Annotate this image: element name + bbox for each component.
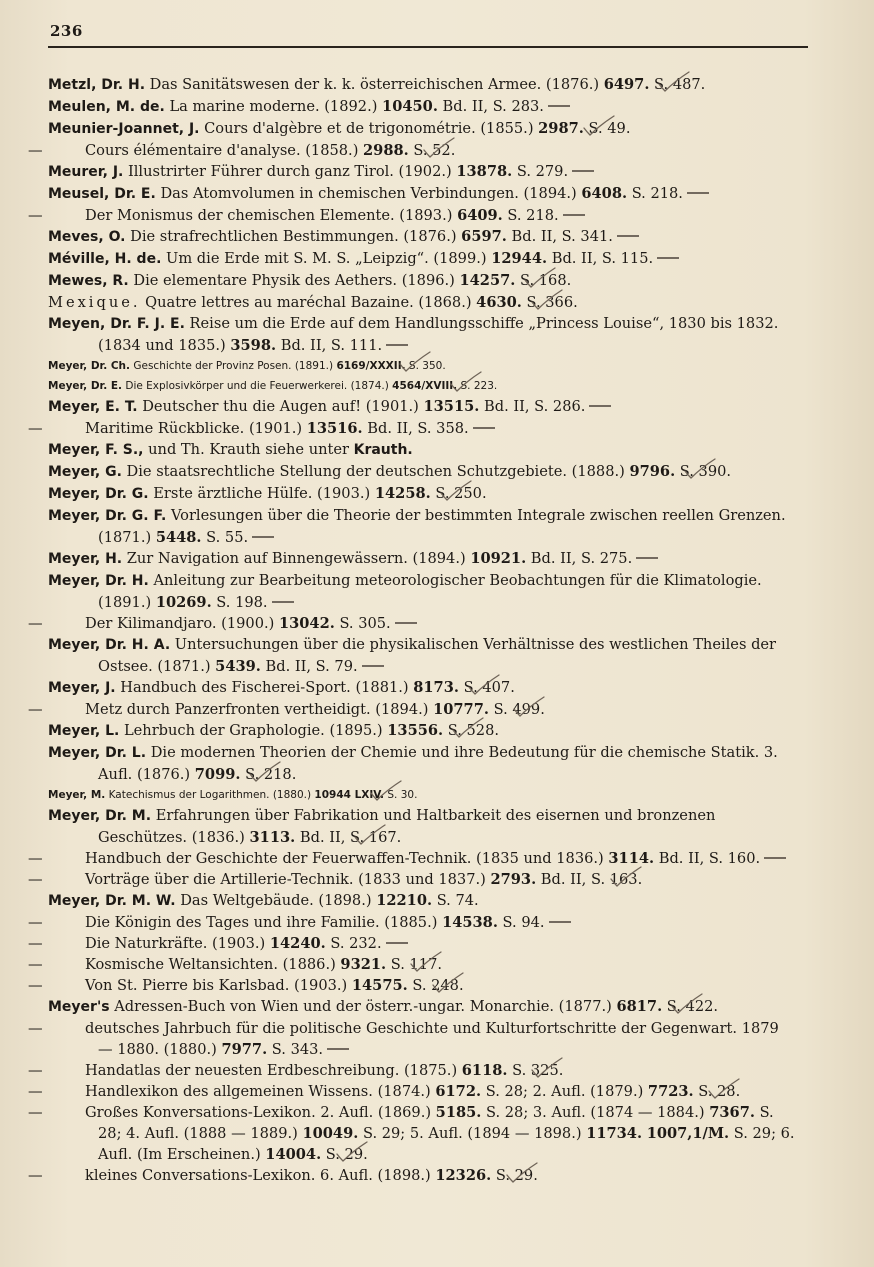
entry-dash: — bbox=[28, 420, 43, 437]
entry-title: Vorlesungen über die Theorie der bestimmten Integrale zwischen reellen Grenzen. (1871.) bbox=[98, 507, 786, 546]
entry-location: S. 49. bbox=[583, 120, 631, 137]
entry-title: Das Sanitätswesen der k. k. österreichischen Armee. (1876.) bbox=[145, 76, 604, 93]
sub-entry bbox=[28, 912, 796, 933]
entry-catalog-number: 6172. bbox=[435, 1083, 482, 1100]
entry-title: Reise um die Erde auf dem Handlungsschiffe „Princess Louise“, 1830 bis 1832. (1834 und 1835.) bbox=[98, 315, 779, 354]
entry-title: Handatlas der neuesten Erdbeschreibung. (1875.) bbox=[85, 1062, 462, 1079]
entry-author: Meyer, Dr. E. bbox=[48, 380, 123, 392]
sub-entry bbox=[28, 613, 796, 634]
entry-catalog-number: 10450. bbox=[382, 98, 438, 115]
entry-catalog-number: 10777. bbox=[433, 701, 489, 718]
entry-location: Bd. II, S. 358. bbox=[362, 420, 469, 437]
checkmark-icon bbox=[403, 829, 437, 845]
sub-entry bbox=[28, 699, 796, 720]
entry-author: Meyer, Dr. G. bbox=[48, 486, 149, 502]
entry-catalog-number: 11734. bbox=[586, 1125, 643, 1142]
entry-dash: — bbox=[28, 956, 43, 973]
entry-author: Meyer, L. bbox=[48, 723, 120, 739]
entry-catalog-number: 3114. bbox=[608, 850, 655, 867]
dash-mark-icon bbox=[548, 105, 570, 107]
entry-location: S. 218. bbox=[627, 185, 683, 202]
entry-author: Meyer, M. bbox=[48, 789, 106, 801]
entry-catalog-number: 6409. bbox=[457, 207, 503, 224]
entry-author: Meyer, J. bbox=[48, 680, 116, 696]
dash-mark-icon bbox=[327, 1048, 349, 1050]
entry-location: S. 52. bbox=[408, 142, 456, 159]
entry-catalog-number: 13515. bbox=[423, 398, 480, 415]
index-entry bbox=[48, 805, 796, 848]
checkmark-icon bbox=[573, 272, 607, 288]
entry-dash: — bbox=[28, 914, 43, 931]
entry-author: Meulen, M. de. bbox=[48, 99, 165, 115]
entry-author: Mexique. bbox=[48, 294, 141, 311]
entry-title: Der Kilimandjaro. (1900.) bbox=[85, 615, 279, 632]
dash-mark-icon bbox=[386, 344, 408, 346]
entry-location: S. 28. bbox=[693, 1083, 741, 1100]
index-entry bbox=[48, 548, 796, 570]
entry-catalog-number: 3598. bbox=[230, 337, 277, 354]
entry-title: Handbuch des Fischerei-Sport. (1881.) bbox=[115, 679, 414, 696]
entry-title: Untersuchungen über die physikalischen Verhältnisse des westlichen Theiles der Ostsee. (1871.) bbox=[98, 636, 777, 675]
entry-catalog-number: 7099. bbox=[194, 766, 241, 783]
entry-author: Meyer, Dr. M. bbox=[48, 808, 152, 824]
entry-catalog-number: 13516. bbox=[306, 420, 363, 437]
checkmark-icon bbox=[733, 463, 767, 479]
checkmark-icon bbox=[419, 785, 453, 801]
page-number: 236 bbox=[50, 22, 83, 40]
entry-title: Von St. Pierre bis Karlsbad. (1903.) bbox=[85, 977, 352, 994]
entry-location: S. 279. bbox=[512, 163, 569, 180]
entry-catalog-number: 6118. bbox=[461, 1062, 508, 1079]
entry-location: S. 29; 5. Aufl. (1894 — 1898.) bbox=[358, 1125, 587, 1142]
entry-catalog-number: 5185. bbox=[435, 1104, 482, 1121]
entry-catalog-number: 2988. bbox=[363, 142, 409, 159]
sub-entry bbox=[28, 933, 796, 954]
entry-location: Bd. II, S. 160. bbox=[654, 850, 761, 867]
entry-title: Metz durch Panzerfronten vertheidigt. (1894.) bbox=[85, 701, 434, 718]
checkmark-icon bbox=[444, 956, 478, 972]
entry-catalog-number: 6408. bbox=[581, 185, 628, 202]
index-entry bbox=[48, 439, 796, 461]
entry-title: Die Explosivkörper und die Feuerwerkerei. (1874.) bbox=[122, 380, 393, 392]
index-entry bbox=[48, 483, 796, 505]
index-entry bbox=[48, 634, 796, 677]
checkmark-icon bbox=[580, 294, 614, 310]
entry-location: Bd. II, S. 275. bbox=[526, 550, 633, 567]
entry-catalog-number: 7977. bbox=[221, 1041, 268, 1058]
entry-title: Die staatsrechtliche Stellung der deutschen Schutzgebiete. (1888.) bbox=[121, 463, 630, 480]
entry-location: S. 29. bbox=[491, 1167, 538, 1184]
entry-location: Bd. II, S. 341. bbox=[506, 228, 613, 245]
checkmark-icon bbox=[448, 356, 482, 372]
entry-title: Die Königin des Tages und ihre Familie. (1885.) bbox=[85, 914, 443, 931]
index-entry bbox=[48, 996, 796, 1018]
entry-catalog-number: 14004. bbox=[265, 1146, 322, 1163]
index-entry bbox=[48, 461, 796, 483]
entry-dash: — bbox=[28, 1062, 43, 1079]
checkmark-icon bbox=[457, 142, 491, 158]
dash-mark-icon bbox=[549, 921, 571, 923]
entry-dash: — bbox=[28, 142, 43, 159]
entry-catalog-number: 9321. bbox=[340, 956, 387, 973]
index-entry bbox=[48, 161, 796, 183]
entry-author: Méville, H. de. bbox=[48, 251, 162, 267]
entry-catalog-number: 14258. bbox=[374, 485, 431, 502]
entry-catalog-number: 2793. bbox=[490, 871, 537, 888]
sub-entry bbox=[28, 869, 796, 890]
entry-location: S. 343. bbox=[267, 1041, 324, 1058]
sub-entry bbox=[28, 1018, 796, 1060]
entry-title: Die strafrechtlichen Bestimmungen. (1876.) bbox=[125, 228, 462, 245]
entry-catalog-number: 9796. bbox=[629, 463, 676, 480]
entry-catalog-number: 12326. bbox=[435, 1167, 492, 1184]
entry-title: Deutscher thu die Augen auf! (1901.) bbox=[137, 398, 424, 415]
entry-catalog-number: 14538. bbox=[442, 914, 498, 931]
checkmark-icon bbox=[565, 1062, 599, 1078]
sub-entry bbox=[28, 1060, 796, 1081]
checkmark-icon bbox=[707, 76, 741, 92]
entry-catalog-number: 6169/XXXII. bbox=[336, 360, 406, 372]
entry-location: Bd. II, S. 167. bbox=[295, 829, 402, 846]
checkmark-icon bbox=[742, 1083, 776, 1099]
entry-location: S. 28; 4. Aufl. (1888 — 1889.) bbox=[98, 1104, 774, 1142]
entry-catalog-number: 10269. bbox=[155, 594, 212, 611]
dash-mark-icon bbox=[764, 857, 786, 859]
dash-mark-icon bbox=[252, 536, 274, 538]
entry-title: Erfahrungen über Fabrikation und Haltbarkeit des eisernen und bronzenen Geschützes. (1836.) bbox=[98, 807, 716, 846]
entry-catalog-number: 12210. bbox=[376, 892, 433, 909]
entry-location: S. 218. bbox=[240, 766, 297, 783]
entry-location: Bd. II, S. 163. bbox=[536, 871, 643, 888]
entry-dash: — bbox=[28, 977, 43, 994]
index-entry bbox=[48, 742, 796, 785]
entry-author: Meyer, Dr. Ch. bbox=[48, 360, 131, 372]
entry-catalog-number: 14240. bbox=[269, 935, 326, 952]
entry-title: Katechismus der Logarithmen. (1880.) bbox=[105, 789, 315, 801]
checkmark-icon bbox=[517, 679, 551, 695]
entry-author: Meyer, E. T. bbox=[48, 399, 138, 415]
index-entry bbox=[48, 677, 796, 699]
checkmark-icon bbox=[489, 485, 523, 501]
entry-title: kleines Conversations-Lexikon. 6. Aufl. (1898.) bbox=[85, 1167, 436, 1184]
sub-entry bbox=[28, 1165, 796, 1186]
entry-author: Meyer, Dr. H. bbox=[48, 573, 149, 589]
checkmark-icon bbox=[720, 998, 754, 1014]
entry-author: Meyer, Dr. H. A. bbox=[48, 637, 171, 653]
entry-title: deutsches Jahrbuch für die politische Geschichte und Kulturfortschritte der Gegenwart. 1879 — 1880. (1880.) bbox=[85, 1020, 779, 1058]
entry-dash: — bbox=[28, 1167, 43, 1184]
entry-catalog-number: 10049. bbox=[302, 1125, 359, 1142]
entry-author: Meyer, Dr. L. bbox=[48, 745, 147, 761]
entry-location: S. 528. bbox=[443, 722, 500, 739]
entry-catalog-number: 6817. bbox=[616, 998, 663, 1015]
entry-location: S. 74. bbox=[432, 892, 479, 909]
entry-title: Die elementare Physik des Aethers. (1896.) bbox=[128, 272, 460, 289]
entry-location: S. 305. bbox=[334, 615, 391, 632]
entry-title: Die Naturkräfte. (1903.) bbox=[85, 935, 270, 952]
entry-location: S. 117. bbox=[386, 956, 443, 973]
checkmark-icon bbox=[540, 1167, 574, 1183]
entry-title: Cours élémentaire d'analyse. (1858.) bbox=[85, 142, 364, 159]
dash-mark-icon bbox=[386, 942, 408, 944]
entry-location: S. 29; 6. Aufl. (Im Erscheinen.) bbox=[98, 1125, 795, 1163]
entry-title: Cours d'algèbre et de trigonométrie. (1855.) bbox=[199, 120, 539, 137]
entry-catalog-number: 5448. bbox=[155, 529, 202, 546]
entry-author: Meyen, Dr. F. J. E. bbox=[48, 316, 185, 332]
dash-mark-icon bbox=[563, 214, 585, 216]
entry-location: S. 499. bbox=[488, 701, 545, 718]
entry-catalog-number: 13878. bbox=[456, 163, 513, 180]
entry-author: Meyer's bbox=[48, 999, 110, 1015]
sub-entry bbox=[28, 1081, 796, 1102]
entry-location: S. 248. bbox=[407, 977, 464, 994]
index-entries bbox=[28, 74, 796, 1186]
index-entry bbox=[48, 720, 796, 742]
entry-title: Die modernen Theorien der Chemie und ihre Bedeutung für die chemische Statik. 3. Aufl. (1876.) bbox=[98, 744, 778, 783]
entry-author: Meyer, Dr. M. W. bbox=[48, 893, 176, 909]
entry-author: Mewes, R. bbox=[48, 273, 129, 289]
entry-location: S. 198. bbox=[211, 594, 268, 611]
entry-title: Adressen-Buch von Wien und der österr.-ungar. Monarchie. (1877.) bbox=[109, 998, 617, 1015]
entry-location: S. 94. bbox=[497, 914, 545, 931]
entry-location: Bd. II, S. 111. bbox=[276, 337, 383, 354]
entry-catalog-number: 10944 LXIV. bbox=[314, 789, 385, 801]
entry-author: Metzl, Dr. H. bbox=[48, 77, 146, 93]
entry-catalog-number: 13556. bbox=[387, 722, 444, 739]
index-entry bbox=[48, 270, 796, 292]
entry-catalog-number: 8173. bbox=[413, 679, 459, 696]
entry-author: Meusel, Dr. E. bbox=[48, 186, 156, 202]
entry-location: S. 390. bbox=[675, 463, 732, 480]
entry-catalog-number: 3113. bbox=[249, 829, 296, 846]
entry-author: Meunier-Joannet, J. bbox=[48, 121, 200, 137]
dash-mark-icon bbox=[617, 235, 639, 237]
entry-catalog-number: 7367. bbox=[709, 1104, 755, 1121]
entry-location: S. 325. bbox=[507, 1062, 564, 1079]
entry-dash: — bbox=[28, 207, 43, 224]
entry-title: Anleitung zur Bearbeitung meteorologischer Beobachtungen für die Klimatologie. (1891.) bbox=[98, 572, 762, 611]
entry-title: Der Monismus der chemischen Elemente. (1893.) bbox=[85, 207, 458, 224]
entry-location: S. 28; 2. Aufl. (1879.) bbox=[481, 1083, 648, 1100]
entry-location: Bd. II, S. 283. bbox=[437, 98, 544, 115]
index-entry bbox=[48, 570, 796, 613]
header-rule bbox=[48, 46, 808, 48]
sub-entry bbox=[28, 418, 796, 439]
entry-catalog-number: 14575. bbox=[351, 977, 408, 994]
entry-author: Meves, O. bbox=[48, 229, 126, 245]
entry-dash: — bbox=[28, 871, 43, 888]
entry-catalog-number: 4564/XVIII. bbox=[392, 380, 458, 392]
entry-location: S. 168. bbox=[515, 272, 572, 289]
index-entry bbox=[48, 505, 796, 548]
entry-location: S. 422. bbox=[662, 998, 719, 1015]
dash-mark-icon bbox=[362, 665, 384, 667]
dash-mark-icon bbox=[657, 257, 679, 259]
entry-catalog-number: 4630. bbox=[476, 294, 522, 311]
entry-dash: — bbox=[28, 1083, 43, 1100]
dash-mark-icon bbox=[687, 192, 709, 194]
entry-dash: — bbox=[28, 701, 43, 718]
entry-title: Quatre lettres au maréchal Bazaine. (1868.) bbox=[140, 294, 477, 311]
entry-title: und Th. Krauth siehe unter bbox=[143, 441, 354, 458]
entry-title: Um die Erde mit S. M. S. „Leipzig“. (1899.) bbox=[161, 250, 492, 267]
index-entry bbox=[48, 96, 796, 118]
entry-reference: Krauth. bbox=[353, 442, 413, 458]
index-entry bbox=[48, 396, 796, 418]
entry-location: S. 232. bbox=[325, 935, 382, 952]
entry-title: Zur Navigation auf Binnengewässern. (1894.) bbox=[122, 550, 471, 567]
dash-mark-icon bbox=[589, 405, 611, 407]
entry-title: Handbuch der Geschichte der Feuerwaffen-Technik. (1835 und 1836.) bbox=[85, 850, 609, 867]
entry-dash: — bbox=[28, 935, 43, 952]
entry-catalog-number: 6597. bbox=[461, 228, 507, 245]
entry-dash: — bbox=[28, 1104, 43, 1121]
sub-entry bbox=[28, 140, 796, 161]
entry-location: S. 28; 3. Aufl. (1874 — 1884.) bbox=[481, 1104, 710, 1121]
index-entry bbox=[48, 183, 796, 205]
entry-title: Kosmische Weltansichten. (1886.) bbox=[85, 956, 341, 973]
dash-mark-icon bbox=[395, 622, 417, 624]
index-entry bbox=[48, 356, 796, 376]
entry-title: Lehrbuch der Graphologie. (1895.) bbox=[119, 722, 388, 739]
entry-dash: — bbox=[28, 615, 43, 632]
entry-title: Handlexikon des allgemeinen Wissens. (1874.) bbox=[85, 1083, 436, 1100]
sub-entry bbox=[28, 975, 796, 996]
index-entry bbox=[48, 74, 796, 96]
entry-author: Meurer, J. bbox=[48, 164, 124, 180]
entry-location: S. 30. bbox=[384, 789, 418, 801]
sub-entry bbox=[28, 954, 796, 975]
checkmark-icon bbox=[466, 977, 500, 993]
entry-title: La marine moderne. (1892.) bbox=[164, 98, 383, 115]
index-entry bbox=[48, 890, 796, 912]
entry-catalog-number: 7723. bbox=[647, 1083, 694, 1100]
entry-title: Das Weltgebäude. (1898.) bbox=[175, 892, 377, 909]
entry-location: S. 407. bbox=[458, 679, 515, 696]
entry-catalog-number: 2987. bbox=[538, 120, 584, 137]
entry-location: S. 350. bbox=[405, 360, 446, 372]
index-entry bbox=[48, 118, 796, 140]
entry-location: Bd. II, S. 286. bbox=[479, 398, 586, 415]
entry-location: S. 223. bbox=[457, 380, 498, 392]
entry-catalog-number: 13042. bbox=[278, 615, 335, 632]
entry-dash: — bbox=[28, 850, 43, 867]
index-entry bbox=[48, 292, 796, 313]
entry-catalog-number: 12944. bbox=[491, 250, 548, 267]
entry-location: S. 29. bbox=[321, 1146, 368, 1163]
entry-location: S. 218. bbox=[502, 207, 559, 224]
entry-location: S. 366. bbox=[521, 294, 578, 311]
dash-mark-icon bbox=[272, 601, 294, 603]
checkmark-icon bbox=[501, 722, 535, 738]
entry-title: Das Atomvolumen in chemischen Verbindungen. (1894.) bbox=[155, 185, 582, 202]
sub-entry bbox=[28, 848, 796, 869]
entry-title: Maritime Rückblicke. (1901.) bbox=[85, 420, 307, 437]
entry-catalog-number: 5439. bbox=[215, 658, 261, 675]
entry-catalog-number: 6497. bbox=[603, 76, 650, 93]
index-entry bbox=[48, 226, 796, 248]
entry-location: S. 250. bbox=[430, 485, 487, 502]
entry-catalog-number: 10921. bbox=[470, 550, 527, 567]
entry-title: Erste ärztliche Hülfe. (1903.) bbox=[148, 485, 375, 502]
checkmark-icon bbox=[370, 1146, 404, 1162]
checkmark-icon bbox=[644, 871, 678, 887]
checkmark-icon bbox=[632, 120, 666, 136]
checkmark-icon bbox=[499, 376, 533, 392]
index-entry bbox=[48, 248, 796, 270]
entry-author: Meyer, F. S., bbox=[48, 442, 144, 458]
index-entry bbox=[48, 313, 796, 356]
entry-location: S. 55. bbox=[201, 529, 249, 546]
entry-dash: — bbox=[28, 1020, 43, 1037]
sub-entry bbox=[28, 1102, 796, 1165]
checkmark-icon bbox=[298, 766, 332, 782]
checkmark-icon bbox=[547, 701, 581, 717]
entry-title: Geschichte der Provinz Posen. (1891.) bbox=[130, 360, 337, 372]
entry-title: Illustrirter Führer durch ganz Tirol. (1902.) bbox=[123, 163, 457, 180]
dash-mark-icon bbox=[572, 170, 594, 172]
index-entry bbox=[48, 376, 796, 396]
sub-entry bbox=[28, 205, 796, 226]
dash-mark-icon bbox=[473, 427, 495, 429]
entry-catalog-number: 14257. bbox=[459, 272, 516, 289]
entry-author: Meyer, G. bbox=[48, 464, 122, 480]
entry-location: Bd. II, S. 115. bbox=[547, 250, 654, 267]
index-entry bbox=[48, 785, 796, 805]
entry-catalog-number: 1007,1/M. bbox=[646, 1125, 730, 1142]
entry-location: Bd. II, S. 79. bbox=[260, 658, 358, 675]
entry-title: Vorträge über die Artillerie-Technik. (1833 und 1837.) bbox=[85, 871, 491, 888]
entry-author: Meyer, Dr. G. F. bbox=[48, 508, 167, 524]
entry-title: Großes Konversations-Lexikon. 2. Aufl. (1869.) bbox=[85, 1104, 436, 1121]
entry-author: Meyer, H. bbox=[48, 551, 123, 567]
dash-mark-icon bbox=[636, 557, 658, 559]
entry-location: S. 487. bbox=[649, 76, 706, 93]
